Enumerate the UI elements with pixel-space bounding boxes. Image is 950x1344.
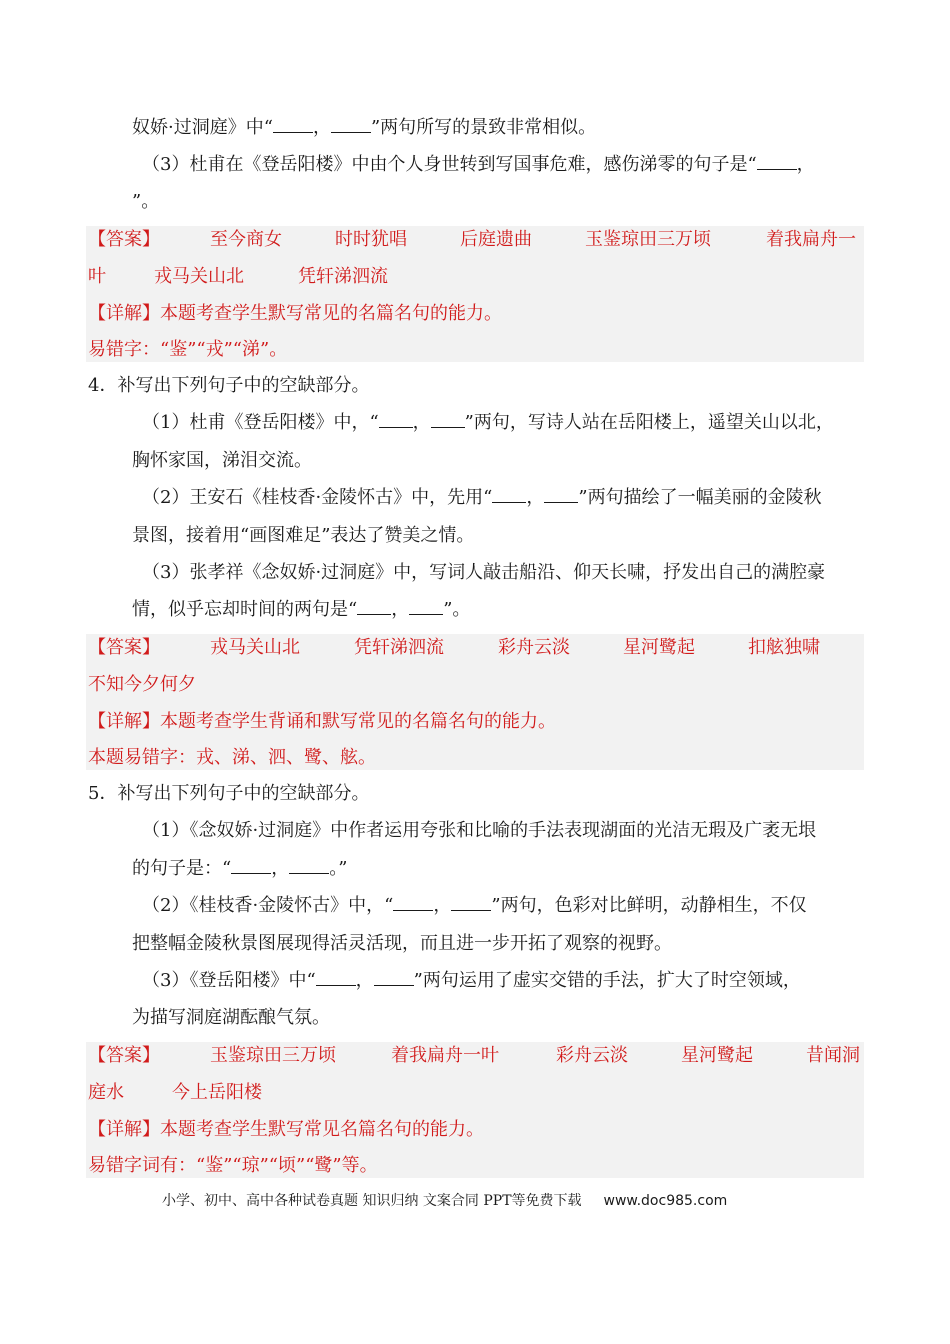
q3-line1: 奴娇·过洞庭》中“ ， ”两句所写的景致非常相似。 [132, 117, 597, 138]
answer-item: 戎马关山北 [210, 637, 300, 658]
q5-part3: （3）《登岳阳楼》中“ ， ”两句运用了虚实交错的手法，扩大了时空领域， [142, 970, 801, 991]
error-note: 易错字：“鉴”“戎”“涕”。 [88, 339, 288, 360]
answer-item: 戎马关山北 [154, 266, 244, 287]
blank [316, 969, 356, 986]
answer-item: 不知今夕何夕 [88, 674, 196, 695]
answer-item: 星河鹭起 [681, 1045, 753, 1066]
answer-item: 彩舟云淡 [556, 1045, 628, 1066]
blank [231, 857, 271, 874]
answer-item: 庭水 [88, 1082, 124, 1103]
blank [331, 116, 371, 133]
answer-tag: 【答案】 [88, 1045, 160, 1066]
answer-tag: 【答案】 [88, 637, 160, 658]
answer-item: 彩舟云淡 [498, 637, 570, 658]
question-5-title: 5．补写出下列句子中的空缺部分。 [88, 783, 370, 804]
blank [273, 116, 313, 133]
answer-item: 至今商女 [210, 229, 282, 250]
q5-part2: （2）《桂枝香·金陵怀古》中，“ ， ”两句，色彩对比鲜明，动静相生，不仅 [142, 895, 807, 916]
answer-item: 叶 [88, 266, 106, 287]
footer-text: 小学、初中、高中各种试卷真题 知识归纳 文案合同 PPT等免费下载 [162, 1193, 582, 1209]
answer-item: 玉鉴琼田三万顷 [585, 229, 711, 250]
page-footer [162, 1190, 727, 1212]
detail-line: 【详解】本题考查学生背诵和默写常见的名篇名句的能力。 [88, 711, 556, 732]
blank [289, 857, 329, 874]
q5-part2-cont: 把整幅金陵秋景图展现得活灵活现，而且进一步开拓了观察的视野。 [132, 933, 672, 954]
blank [374, 969, 414, 986]
error-note: 易错字词有：“鉴”“琼”“顷”“鹭”等。 [88, 1155, 378, 1176]
q4-part3: （3）张孝祥《念奴娇·过洞庭》中，写词人敲击船沿、仰天长啸，抒发出自己的满腔豪 [142, 562, 826, 583]
q5-part1: （1）《念奴娇·过洞庭》中作者运用夸张和比喻的手法表现湖面的光洁无瑕及广袤无垠 [142, 820, 817, 841]
answer-item: 扣舷独啸 [748, 637, 820, 658]
blank [357, 598, 391, 615]
blank [492, 486, 526, 503]
q4-part1-cont: 胸怀家国，涕泪交流。 [132, 450, 312, 471]
q4-part1: （1）杜甫《登岳阳楼》中，“ ， ”两句，写诗人站在岳阳楼上，遥望关山以北， [142, 412, 834, 433]
detail-line: 【详解】本题考查学生默写常见的名篇名句的能力。 [88, 303, 502, 324]
answer-item: 凭轩涕泗流 [298, 266, 388, 287]
q4-part2: （2）王安石《桂枝香·金陵怀古》中，先用“ ， ”两句描绘了一幅美丽的金陵秋 [142, 487, 822, 508]
q4-part3-cont: 情，似乎忘却时间的两句是“ ， ”。 [132, 599, 471, 620]
blank [431, 411, 465, 428]
blank [451, 894, 491, 911]
q3-part3: （3）杜甫在《登岳阳楼》中由个人身世转到写国事危难，感伤涕零的句子是“ ， [142, 154, 815, 175]
answer-item: 星河鹭起 [623, 637, 695, 658]
blank [393, 894, 433, 911]
question-4-title: 4．补写出下列句子中的空缺部分。 [88, 375, 370, 396]
detail-line: 【详解】本题考查学生默写常见名篇名句的能力。 [88, 1119, 484, 1140]
answer-tag: 【答案】 [88, 229, 160, 250]
answer-item: 着我扁舟一 [766, 229, 856, 250]
answer-item: 今上岳阳楼 [172, 1082, 262, 1103]
answer-item: 玉鉴琼田三万顷 [210, 1045, 336, 1066]
answer-item: 着我扁舟一叶 [391, 1045, 499, 1066]
blank [379, 411, 413, 428]
q5-part3-cont: 为描写洞庭湖酝酿气氛。 [132, 1007, 330, 1028]
footer-url[interactable]: www.doc985.com [603, 1193, 728, 1209]
q3-part3-end: ”。 [132, 191, 160, 212]
q5-part1-cont: 的句子是：“ ， 。” [132, 858, 348, 879]
error-note: 本题易错字：戎、涕、泗、鹭、舷。 [88, 747, 376, 768]
answer-item: 凭轩涕泗流 [354, 637, 444, 658]
answer-item: 后庭遗曲 [460, 229, 532, 250]
answer-item: 时时犹唱 [335, 229, 407, 250]
blank [757, 153, 797, 170]
q4-part2-cont: 景图，接着用“画图难足”表达了赞美之情。 [132, 525, 475, 546]
blank [544, 486, 578, 503]
blank [409, 598, 443, 615]
answer-item: 昔闻洞 [806, 1045, 860, 1066]
